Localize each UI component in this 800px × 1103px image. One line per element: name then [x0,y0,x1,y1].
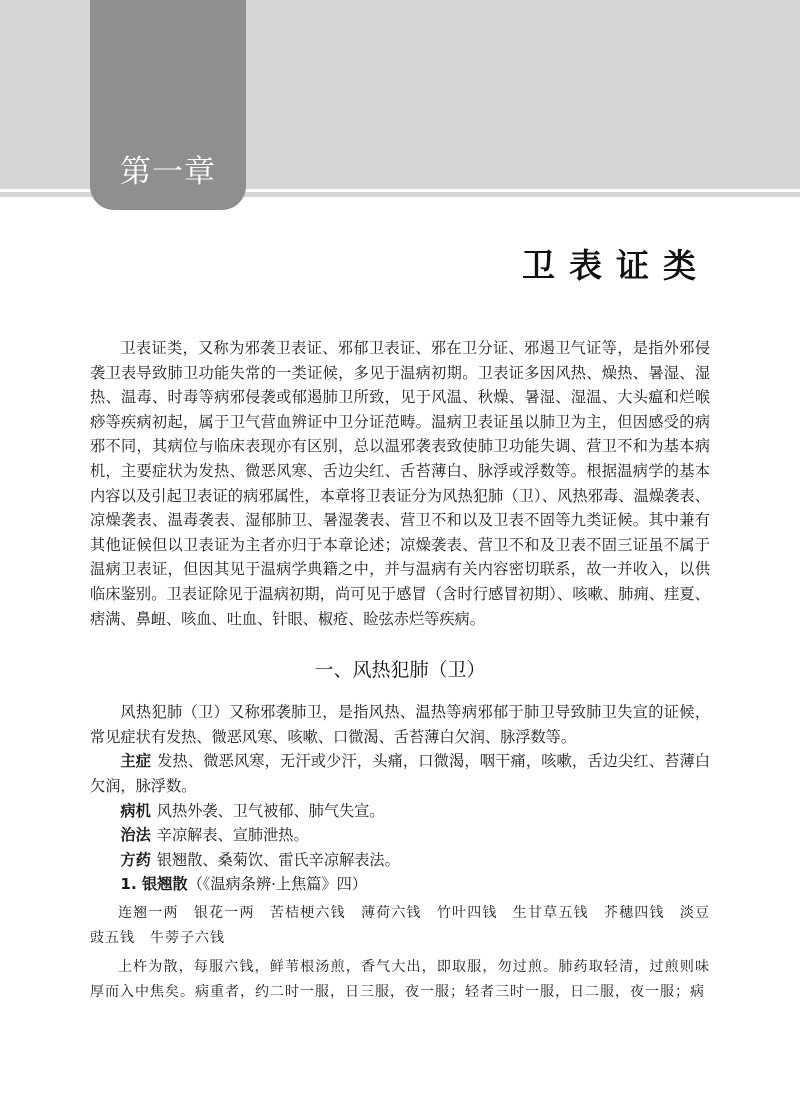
item-term: 方药 [120,850,151,869]
item-prescription [90,848,710,873]
formula-ingredients: 连翘一两 银花一两 苦桔梗六钱 薄荷六钱 竹叶四钱 生甘草五钱 芥穗四钱 淡豆豉五钱 牛蒡子六钱 [90,904,710,946]
item-text: 银翘散、桑菊饮、雷氏辛凉解表法。 [156,850,400,869]
page-content [90,336,710,1005]
section-heading: 一、风热犯肺（卫） [314,659,486,682]
formula-source: （《温病条辨·上焦篇》四） [187,875,368,894]
item-term: 主症 [120,752,152,771]
item-text: 辛凉解表、宣肺泄热。 [156,826,309,845]
item-term: 病机 [120,801,151,820]
formula-method: 上杵为散，每服六钱，鲜苇根汤煎，香气大出，即取服，勿过煎。肺药取轻清，过煎则味厚而入中焦矣。病重者，约二时一服，日三服，夜一服；轻者三时一服，日二服，夜一服；病 [90,958,710,1000]
item-text: 风热外袭、卫气被郁、肺气失宣。 [156,801,385,820]
chapter-label: 第一章 [120,154,216,190]
item-main-symptoms [90,749,710,798]
item-pathogenesis [90,799,710,824]
section-description: 风热犯肺（卫）又称邪袭肺卫，是指风热、温热等病邪郁于肺卫导致肺卫失宣的证候，常见症状有发热、微恶风寒、咳嗽、口微渴、舌苔薄白欠润、脉浮数等。 [90,703,710,746]
item-term: 治法 [120,826,151,845]
chapter-tab [90,0,246,210]
item-treatment [90,823,710,848]
formula-name: 1. 银翘散 [120,875,188,894]
item-text: 发热、微恶风寒，无汗或少汗，头痛，口微渴，咽干痛，咳嗽，舌边尖红、苔薄白欠润，脉浮数。 [90,752,711,795]
intro-paragraph: 卫表证类，又称为邪袭卫表证、邪郁卫表证、邪在卫分证、邪遏卫气证等，是指外邪侵袭卫表导致肺卫功能失常的一类证候，多见于温病初期。卫表证多因风热、燥热、暑湿、湿热、温毒、时毒等病邪侵袭或郁遏肺卫所致，见于风温、秋燥、暑湿、湿温、大头瘟和烂喉痧等疾病初起，属于卫气营血辨证中卫分证范畴。温病卫表证虽以肺卫为主，但因感受的病邪不同，其病位与临床表现亦有区别，总以温邪袭表致使肺卫功能失调、营卫不和为基本病机，主要症状为发热、微恶风寒、舌边尖红、舌苔薄白、脉浮或浮数等。根据温病学的基本内容以及引起卫表证的病邪属性，本章将卫表证分为风热犯肺（卫）、风热邪毒、温燥袭表、凉燥袭表、温毒袭表、湿郁肺卫、暑湿袭表、营卫不和以及卫表不固等九类证候。其中兼有其他证候但以卫表证为主者亦归于本章论述；凉燥袭表、营卫不和及卫表不固三证虽不属于温病卫表证，但因其见于温病学典籍之中，并与温病有关内容密切联系，故一并收入，以供临床鉴别。卫表证除见于温病初期，尚可见于感冒（含时行感冒初期）、咳嗽、肺痈、疰夏、痞满、鼻衄、咳血、吐血、针眼、椒疮、睑弦赤烂等疾病。 [90,339,710,628]
chapter-title: 卫表证类 [522,246,710,285]
formula-heading [90,872,710,897]
